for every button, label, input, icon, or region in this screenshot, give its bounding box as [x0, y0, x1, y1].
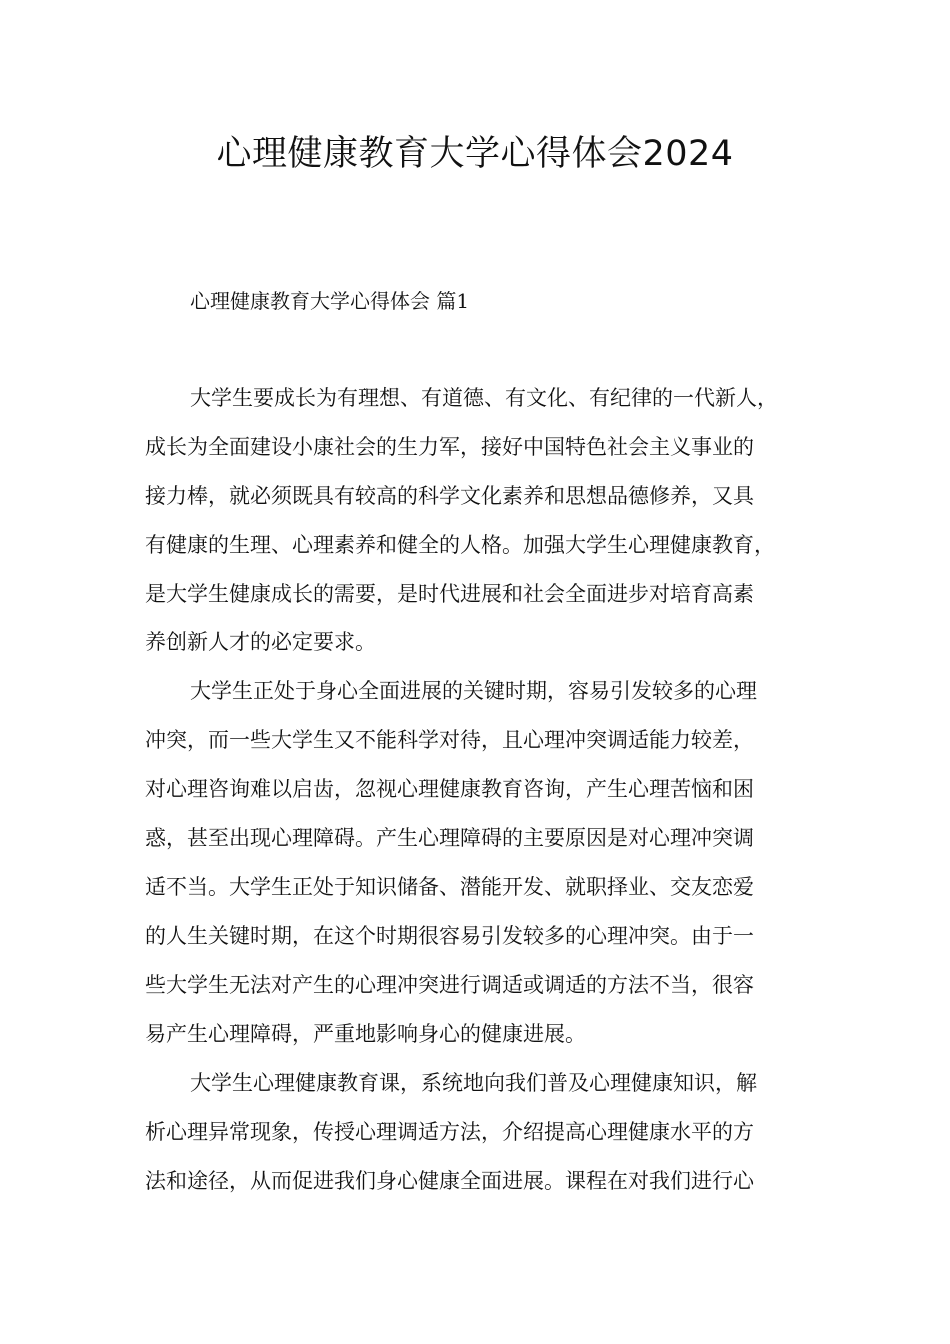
body-line: 惑，甚至出现心理障碍。产生心理障碍的主要原因是对心理冲突调 [145, 826, 754, 850]
body-line: 析心理异常现象，传授心理调适方法，介绍提高心理健康水平的方 [145, 1120, 754, 1144]
body-line: 有健康的生理、心理素养和健全的人格。加强大学生心理健康教育， [145, 533, 775, 557]
body-line: 是大学生健康成长的需要，是时代进展和社会全面进步对培育高素 [145, 582, 754, 606]
body-line: 养创新人才的必定要求。 [145, 630, 376, 654]
body-line: 些大学生无法对产生的心理冲突进行调适或调适的方法不当，很容 [145, 973, 754, 997]
body-line: 适不当。大学生正处于知识储备、潜能开发、就职择业、交友恋爱 [145, 875, 754, 899]
body-line: 冲突，而一些大学生又不能科学对待，且心理冲突调适能力较差， [145, 728, 754, 752]
document-title: 心理健康教育大学心得体会2024 [216, 134, 734, 174]
body-line: 大学生心理健康教育课，系统地向我们普及心理健康知识，解 [190, 1071, 757, 1095]
body-line: 大学生正处于身心全面进展的关键时期，容易引发较多的心理 [190, 679, 757, 703]
body-line: 的人生关键时期，在这个时期很容易引发较多的心理冲突。由于一 [145, 924, 754, 948]
body-line: 法和途径，从而促进我们身心健康全面进展。课程在对我们进行心 [145, 1169, 754, 1193]
body-line: 对心理咨询难以启齿，忽视心理健康教育咨询，产生心理苦恼和困 [145, 777, 754, 801]
body-line: 成长为全面建设小康社会的生力军，接好中国特色社会主义事业的 [145, 435, 754, 459]
body-line: 易产生心理障碍，严重地影响身心的健康进展。 [145, 1022, 586, 1046]
body-line: 接力棒，就必须既具有较高的科学文化素养和思想品德修养，又具 [145, 484, 754, 508]
body-line: 大学生要成长为有理想、有道德、有文化、有纪律的一代新人， [190, 386, 778, 410]
section-heading: 心理健康教育大学心得体会 篇1 [190, 289, 470, 313]
